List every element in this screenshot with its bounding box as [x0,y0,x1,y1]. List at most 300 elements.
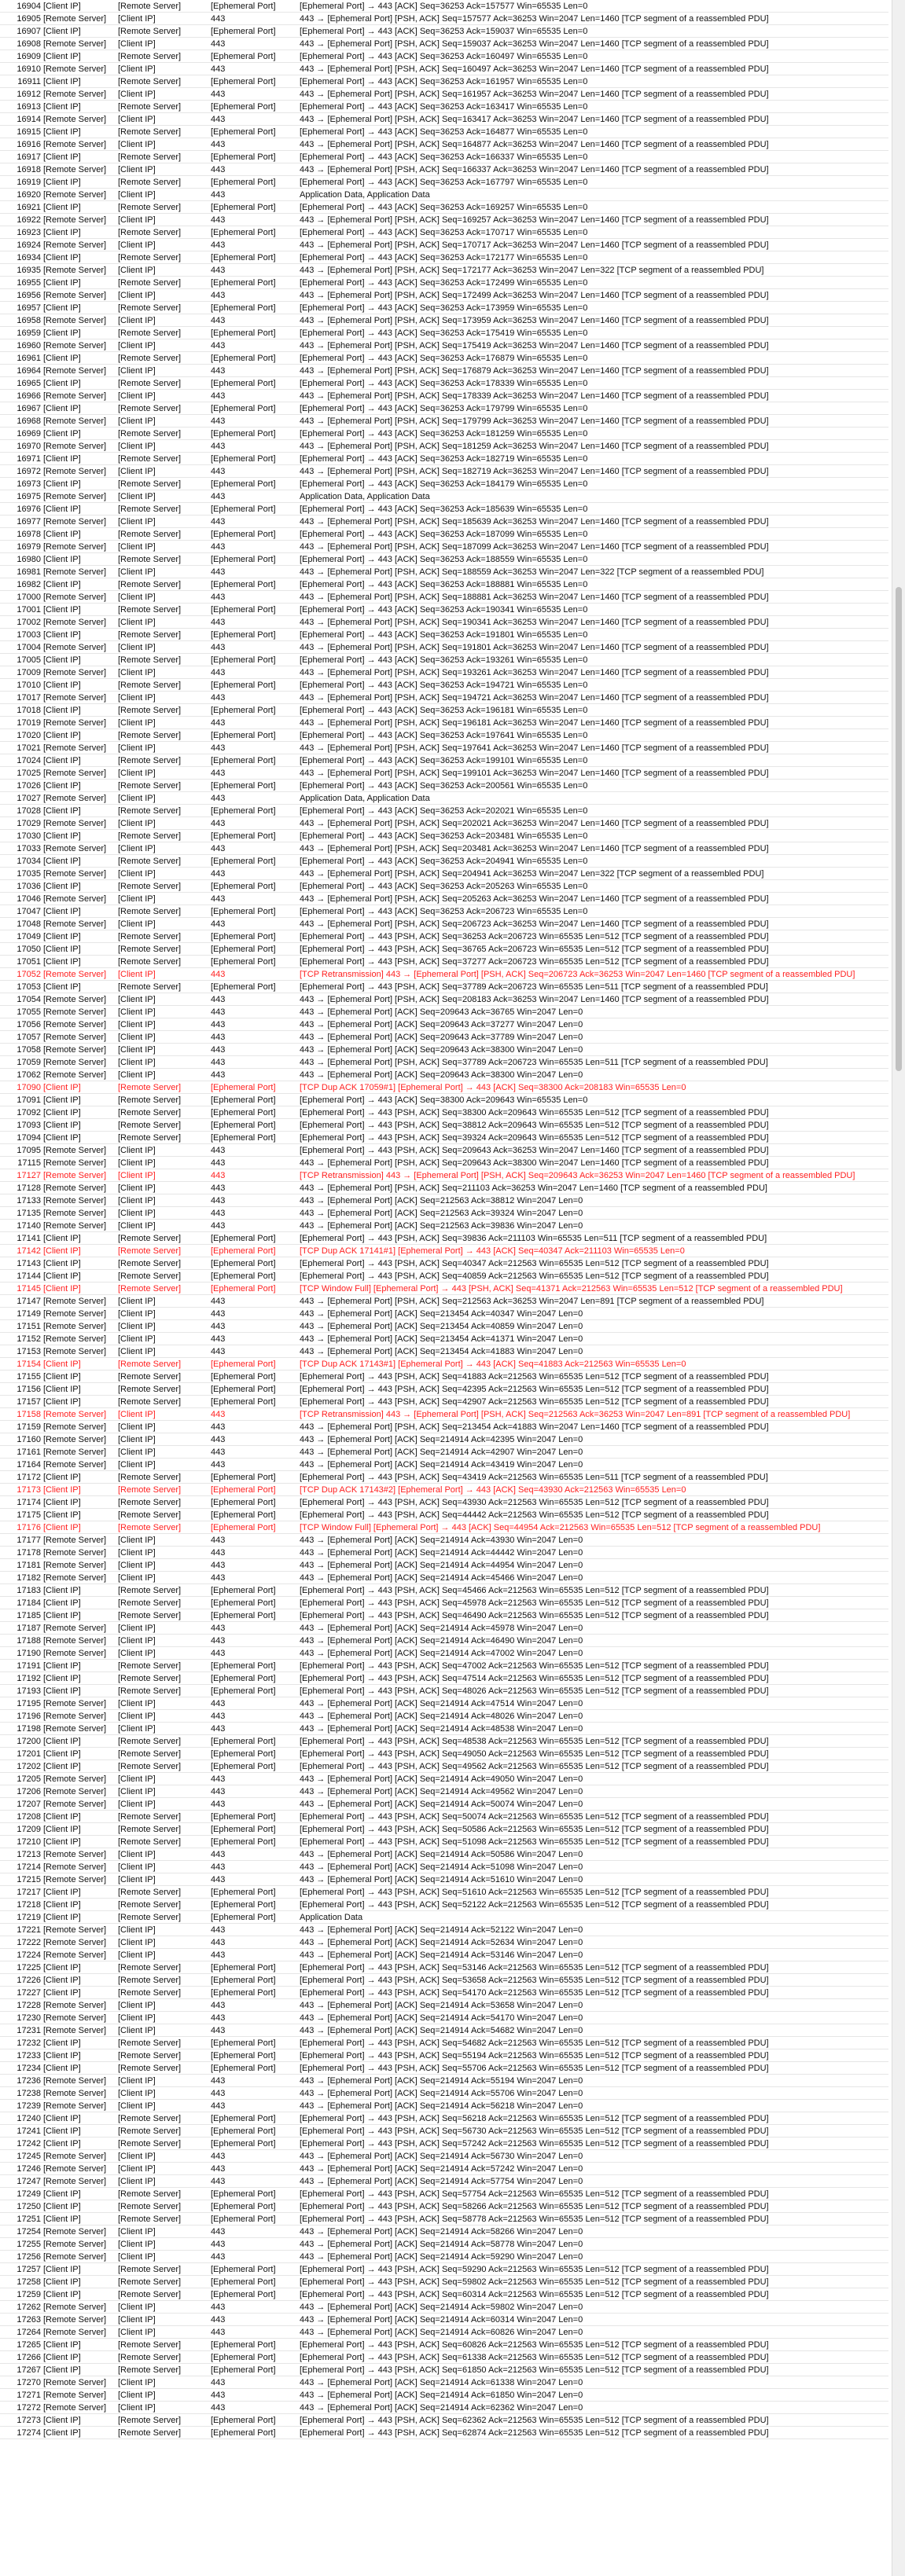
packet-row[interactable] [0,754,888,767]
packet-port: [Ephemeral Port] [211,831,276,841]
packet-row[interactable] [0,1245,888,1257]
packet-info: 443 → [Ephemeral Port] [ACK] Seq=214914 Ack=48538 Win=2047 Len=0 [300,1724,583,1734]
packet-row[interactable] [0,1798,888,1811]
packet-row[interactable] [0,50,888,63]
packet-row[interactable] [0,2087,888,2100]
packet-source: [Remote Server] [43,39,107,49]
packet-row[interactable] [0,2100,888,2112]
packet-row[interactable] [0,2112,888,2125]
packet-row[interactable] [0,1949,888,1961]
packet-row[interactable] [0,855,888,868]
packet-row[interactable] [0,1811,888,1823]
packet-destination: [Remote Server] [118,1397,182,1407]
packet-source: [Client IP] [43,505,81,514]
packet-port: 443 [211,1033,226,1042]
packet-destination: [Remote Server] [118,1485,182,1495]
packet-row[interactable] [0,1773,888,1785]
packet-row[interactable] [0,138,888,151]
packet-row[interactable] [0,1697,888,1710]
packet-source: [Client IP] [43,2038,81,2048]
packet-row[interactable] [0,277,888,289]
packet-row[interactable] [0,113,888,126]
packet-port: 443 [211,2101,226,2111]
packet-port: 443 [211,492,226,501]
packet-source: [Remote Server] [43,1347,107,1356]
packet-number: 17181 [17,1561,41,1570]
packet-row[interactable] [0,893,888,905]
packet-row[interactable] [0,616,888,629]
packet-row[interactable] [0,201,888,214]
packet-info: [Ephemeral Port] → 443 [ACK] Seq=36253 Ack=197641 Win=65535 Len=0 [300,731,588,740]
scrollbar-thumb[interactable] [896,587,902,1071]
packet-row[interactable] [0,604,888,616]
packet-row[interactable] [0,339,888,352]
packet-row[interactable] [0,692,888,704]
packet-row[interactable] [0,1848,888,1861]
packet-port: [Ephemeral Port] [211,857,276,866]
packet-row[interactable] [0,1081,888,1094]
packet-number: 16979 [17,542,41,552]
packet-row[interactable] [0,1396,888,1408]
packet-row[interactable] [0,1282,888,1295]
packet-number: 17187 [17,1624,41,1633]
packet-port: [Ephemeral Port] [211,681,276,690]
packet-source: [Client IP] [43,2277,81,2287]
packet-source: [Remote Server] [43,2001,107,2010]
packet-port: [Ephemeral Port] [211,982,276,992]
packet-row[interactable] [0,2226,888,2238]
packet-source: [Client IP] [43,1900,81,1910]
packet-row[interactable] [0,905,888,918]
packet-row[interactable] [0,1094,888,1106]
packet-row[interactable] [0,541,888,553]
packet-row[interactable] [0,742,888,754]
packet-row[interactable] [0,2402,888,2414]
packet-row[interactable] [0,943,888,956]
packet-row[interactable] [0,0,888,13]
packet-row[interactable] [0,1547,888,1559]
packet-row[interactable] [0,2024,888,2037]
packet-row[interactable] [0,2276,888,2288]
packet-row[interactable] [0,1220,888,1232]
packet-number: 16982 [17,580,41,589]
packet-row[interactable] [0,1999,888,2012]
packet-row[interactable] [0,1899,888,1911]
packet-destination: [Client IP] [118,794,156,803]
packet-row[interactable] [0,365,888,377]
packet-row[interactable] [0,553,888,566]
packet-port: [Ephemeral Port] [211,1888,276,1897]
packet-row[interactable] [0,427,888,440]
packet-row[interactable] [0,1521,888,1534]
packet-row[interactable] [0,1987,888,1999]
packet-row[interactable] [0,302,888,314]
packet-row[interactable] [0,591,888,604]
packet-row[interactable] [0,101,888,113]
packet-row[interactable] [0,780,888,792]
packet-row[interactable] [0,1785,888,1798]
packet-row[interactable] [0,729,888,742]
packet-destination: [Remote Server] [118,1611,182,1620]
packet-row[interactable] [0,1421,888,1433]
packet-source: [Remote Server] [43,1548,107,1558]
packet-row[interactable] [0,1006,888,1018]
packet-row[interactable] [0,1069,888,1081]
packet-number: 17115 [17,1158,41,1168]
packet-row[interactable] [0,2075,888,2087]
packet-info: [Ephemeral Port] → 443 [PSH, ACK] Seq=40859 Ack=212563 Win=65535 Len=512 [TCP segment of a reassembled PDU] [300,1271,769,1281]
packet-source: [Remote Server] [43,492,107,501]
packet-row[interactable] [0,1622,888,1635]
packet-port: [Ephemeral Port] [211,429,276,439]
packet-number: 17230 [17,2013,41,2023]
packet-row[interactable] [0,2213,888,2226]
packet-info: [Ephemeral Port] → 443 [PSH, ACK] Seq=50074 Ack=212563 Win=65535 Len=512 [TCP segment of a reassembled PDU] [300,1812,769,1822]
packet-row[interactable] [0,918,888,930]
packet-row[interactable] [0,1144,888,1157]
packet-row[interactable] [0,1685,888,1697]
packet-row[interactable] [0,1106,888,1119]
packet-row[interactable] [0,1056,888,1069]
packet-info: 443 → [Ephemeral Port] [ACK] Seq=214914 Ack=43930 Win=2047 Len=0 [300,1536,583,1545]
packet-row[interactable] [0,1823,888,1836]
packet-row[interactable] [0,415,888,427]
packet-row[interactable] [0,176,888,189]
packet-row[interactable] [0,2314,888,2326]
packet-info: 443 → [Ephemeral Port] [PSH, ACK] Seq=188881 Ack=36253 Win=2047 Len=1460 [TCP segment of a reassembled PDU] [300,593,769,602]
packet-row[interactable] [0,1270,888,1282]
packet-row[interactable] [0,1018,888,1031]
packet-destination: [Client IP] [118,1146,156,1155]
packet-row[interactable] [0,440,888,453]
packet-row[interactable] [0,2389,888,2402]
packet-row[interactable] [0,1169,888,1182]
packet-row[interactable] [0,1534,888,1547]
packet-row[interactable] [0,1320,888,1333]
packet-number: 17133 [17,1196,41,1205]
packet-row[interactable] [0,1710,888,1723]
packet-info: [Ephemeral Port] → 443 [ACK] Seq=36253 Ack=184179 Win=65535 Len=0 [300,479,588,489]
packet-row[interactable] [0,13,888,25]
packet-info: 443 → [Ephemeral Port] [PSH, ACK] Seq=164877 Ack=36253 Win=2047 Len=1460 [TCP segment of a reassembled PDU] [300,140,769,149]
packet-row[interactable] [0,1119,888,1132]
packet-row[interactable] [0,830,888,842]
packet-row[interactable] [0,981,888,993]
packet-port: 443 [211,2177,226,2186]
packet-row[interactable] [0,2125,888,2137]
packet-row[interactable] [0,2137,888,2150]
packet-row[interactable] [0,25,888,38]
packet-source: [Remote Server] [43,2240,107,2249]
packet-row[interactable] [0,1408,888,1421]
packet-row[interactable] [0,75,888,88]
packet-row[interactable] [0,2339,888,2351]
packet-row[interactable] [0,453,888,465]
packet-row[interactable] [0,1471,888,1484]
packet-row[interactable] [0,2414,888,2427]
packet-row[interactable] [0,126,888,138]
packet-info: [Ephemeral Port] → 443 [ACK] Seq=36253 Ack=170717 Win=65535 Len=0 [300,228,588,237]
packet-info: 443 → [Ephemeral Port] [ACK] Seq=213454 Ack=41883 Win=2047 Len=0 [300,1347,583,1356]
packet-number: 16919 [17,178,41,187]
packet-row[interactable] [0,1723,888,1735]
packet-row[interactable] [0,1647,888,1660]
packet-row[interactable] [0,817,888,830]
packet-port: [Ephemeral Port] [211,555,276,564]
packet-row[interactable] [0,1333,888,1345]
packet-row[interactable] [0,654,888,666]
packet-row[interactable] [0,1559,888,1572]
packet-row[interactable] [0,1132,888,1144]
packet-row[interactable] [0,1345,888,1358]
packet-row[interactable] [0,1974,888,1987]
packet-row[interactable] [0,1182,888,1194]
packet-row[interactable] [0,1383,888,1396]
packet-port: [Ephemeral Port] [211,806,276,816]
packet-row[interactable] [0,2037,888,2049]
packet-row[interactable] [0,163,888,176]
packet-number: 17232 [17,2038,41,2048]
packet-port: [Ephemeral Port] [211,1271,276,1281]
packet-row[interactable] [0,38,888,50]
packet-row[interactable] [0,1836,888,1848]
packet-source: [Client IP] [43,2365,81,2375]
packet-row[interactable] [0,2288,888,2301]
packet-row[interactable] [0,1886,888,1899]
packet-row[interactable] [0,1760,888,1773]
packet-row[interactable] [0,1207,888,1220]
packet-row[interactable] [0,189,888,201]
packet-row[interactable] [0,63,888,75]
packet-destination: [Remote Server] [118,1812,182,1822]
packet-number: 17049 [17,932,41,941]
packet-port: 443 [211,1322,226,1331]
packet-port: [Ephemeral Port] [211,1523,276,1532]
packet-row[interactable] [0,2200,888,2213]
packet-number: 17054 [17,995,41,1004]
packet-destination: [Client IP] [118,919,156,929]
packet-row[interactable] [0,478,888,490]
packet-row[interactable] [0,314,888,327]
packet-row[interactable] [0,956,888,968]
packet-info: 443 → [Ephemeral Port] [ACK] Seq=214914 Ack=50586 Win=2047 Len=0 [300,1850,583,1859]
packet-source: [Remote Server] [43,2328,107,2337]
packet-port: [Ephemeral Port] [211,882,276,891]
packet-row[interactable] [0,390,888,402]
packet-row[interactable] [0,1672,888,1685]
packet-row[interactable] [0,880,888,893]
packet-port: [Ephemeral Port] [211,354,276,363]
packet-port: [Ephemeral Port] [211,1485,276,1495]
packet-row[interactable] [0,465,888,478]
packet-row[interactable] [0,1660,888,1672]
packet-row[interactable] [0,2163,888,2175]
packet-row[interactable] [0,2238,888,2251]
packet-number: 17234 [17,2064,41,2073]
packet-row[interactable] [0,1597,888,1609]
packet-row[interactable] [0,1572,888,1584]
packet-row[interactable] [0,679,888,692]
packet-destination: [Client IP] [118,1070,156,1080]
packet-row[interactable] [0,264,888,277]
packet-row[interactable] [0,968,888,981]
packet-row[interactable] [0,503,888,516]
packet-row[interactable] [0,1961,888,1974]
packet-row[interactable] [0,1295,888,1308]
packet-row[interactable] [0,327,888,339]
packet-row[interactable] [0,1496,888,1509]
packet-row[interactable] [0,2012,888,2024]
vertical-scrollbar[interactable] [892,0,905,2576]
packet-info: [Ephemeral Port] → 443 [ACK] Seq=36253 Ack=188559 Win=65535 Len=0 [300,555,588,564]
packet-row[interactable] [0,88,888,101]
packet-destination: [Client IP] [118,316,156,325]
packet-row[interactable] [0,2049,888,2062]
packet-row[interactable] [0,1924,888,1936]
packet-destination: [Client IP] [118,2177,156,2186]
packet-row[interactable] [0,226,888,239]
packet-row[interactable] [0,2150,888,2163]
packet-source: [Remote Server] [43,1058,107,1067]
packet-source: [Remote Server] [43,1221,107,1231]
packet-row[interactable] [0,1584,888,1597]
packet-row[interactable] [0,1484,888,1496]
packet-row[interactable] [0,1257,888,1270]
packet-port: [Ephemeral Port] [211,1976,276,1985]
packet-row[interactable] [0,2188,888,2200]
packet-port: [Ephemeral Port] [211,945,276,954]
packet-destination: [Remote Server] [118,2051,182,2060]
packet-port: 443 [211,1862,226,1872]
packet-port: 443 [211,618,226,627]
packet-info: 443 → [Ephemeral Port] [PSH, ACK] Seq=170717 Ack=36253 Win=2047 Len=1460 [TCP segment of a reassembled PDU] [300,240,769,250]
packet-row[interactable] [0,528,888,541]
packet-row[interactable] [0,1635,888,1647]
packet-port: [Ephemeral Port] [211,1674,276,1683]
packet-row[interactable] [0,352,888,365]
packet-row[interactable] [0,251,888,264]
packet-row[interactable] [0,1735,888,1748]
packet-info: Application Data, Application Data [300,190,430,200]
packet-row[interactable] [0,641,888,654]
packet-number: 17144 [17,1271,41,1281]
packet-row[interactable] [0,1433,888,1446]
packet-row[interactable] [0,2326,888,2339]
packet-row[interactable] [0,490,888,503]
packet-port: 443 [211,64,226,74]
packet-number: 17010 [17,681,41,690]
packet-row[interactable] [0,151,888,163]
packet-row[interactable] [0,792,888,805]
packet-source: [Client IP] [43,228,81,237]
packet-row[interactable] [0,2376,888,2389]
packet-destination: [Client IP] [118,2026,156,2035]
packet-number: 17174 [17,1498,41,1507]
packet-row[interactable] [0,578,888,591]
packet-row[interactable] [0,402,888,415]
packet-row[interactable] [0,2301,888,2314]
packet-port: [Ephemeral Port] [211,404,276,413]
packet-source: [Client IP] [43,1083,81,1092]
packet-row[interactable] [0,1031,888,1044]
packet-row[interactable] [0,1861,888,1873]
packet-row[interactable] [0,2427,888,2439]
packet-row[interactable] [0,717,888,729]
packet-port: 443 [211,919,226,929]
packet-destination: [Remote Server] [118,1762,182,1771]
packet-row[interactable] [0,930,888,943]
packet-port: 443 [211,1158,226,1168]
packet-row[interactable] [0,289,888,302]
packet-row[interactable] [0,629,888,641]
packet-row[interactable] [0,1748,888,1760]
packet-destination: [Remote Server] [118,354,182,363]
packet-row[interactable] [0,516,888,528]
packet-row[interactable] [0,377,888,390]
packet-destination: [Remote Server] [118,152,182,162]
packet-row[interactable] [0,2351,888,2364]
packet-row[interactable] [0,767,888,780]
packet-number: 16975 [17,492,41,501]
packet-row[interactable] [0,1446,888,1459]
packet-row[interactable] [0,239,888,251]
packet-source: [Remote Server] [43,1045,107,1055]
packet-row[interactable] [0,1232,888,1245]
packet-row[interactable] [0,868,888,880]
packet-info: 443 → [Ephemeral Port] [PSH, ACK] Seq=191801 Ack=36253 Win=2047 Len=1460 [TCP segment of a reassembled PDU] [300,643,769,652]
packet-row[interactable] [0,1911,888,1924]
packet-info: 443 → [Ephemeral Port] [PSH, ACK] Seq=196181 Ack=36253 Win=2047 Len=1460 [TCP segment of a reassembled PDU] [300,718,769,728]
packet-info: [Ephemeral Port] → 443 [PSH, ACK] Seq=40347 Ack=212563 Win=65535 Len=512 [TCP segment of a reassembled PDU] [300,1259,769,1268]
packet-row[interactable] [0,2062,888,2075]
packet-row[interactable] [0,1358,888,1371]
packet-row[interactable] [0,1873,888,1886]
packet-port: [Ephemeral Port] [211,605,276,615]
packet-row[interactable] [0,2364,888,2376]
packet-row[interactable] [0,1509,888,1521]
packet-info: 443 → [Ephemeral Port] [PSH, ACK] Seq=190341 Ack=36253 Win=2047 Len=1460 [TCP segment of a reassembled PDU] [300,618,769,627]
packet-source: [Remote Server] [43,1033,107,1042]
packet-row[interactable] [0,214,888,226]
packet-row[interactable] [0,1157,888,1169]
packet-row[interactable] [0,1308,888,1320]
packet-row[interactable] [0,666,888,679]
packet-row[interactable] [0,805,888,817]
packet-row[interactable] [0,2175,888,2188]
packet-row[interactable] [0,2251,888,2263]
packet-row[interactable] [0,2263,888,2276]
packet-port: [Ephemeral Port] [211,580,276,589]
packet-row[interactable] [0,1044,888,1056]
packet-row[interactable] [0,842,888,855]
packet-row[interactable] [0,566,888,578]
packet-destination: [Client IP] [118,215,156,225]
packet-number: 17145 [17,1284,41,1294]
packet-row[interactable] [0,1371,888,1383]
packet-source: [Remote Server] [43,1875,107,1884]
packet-port: 443 [211,2315,226,2325]
packet-number: 17172 [17,1473,41,1482]
packet-row[interactable] [0,1194,888,1207]
packet-info: [Ephemeral Port] → 443 [PSH, ACK] Seq=36765 Ack=206723 Win=65535 Len=512 [TCP segment of a reassembled PDU] [300,945,769,954]
packet-destination: [Client IP] [118,743,156,753]
packet-row[interactable] [0,704,888,717]
packet-row[interactable] [0,1936,888,1949]
packet-destination: [Remote Server] [118,1095,182,1105]
packet-row[interactable] [0,1459,888,1471]
packet-row[interactable] [0,1609,888,1622]
packet-row[interactable] [0,993,888,1006]
